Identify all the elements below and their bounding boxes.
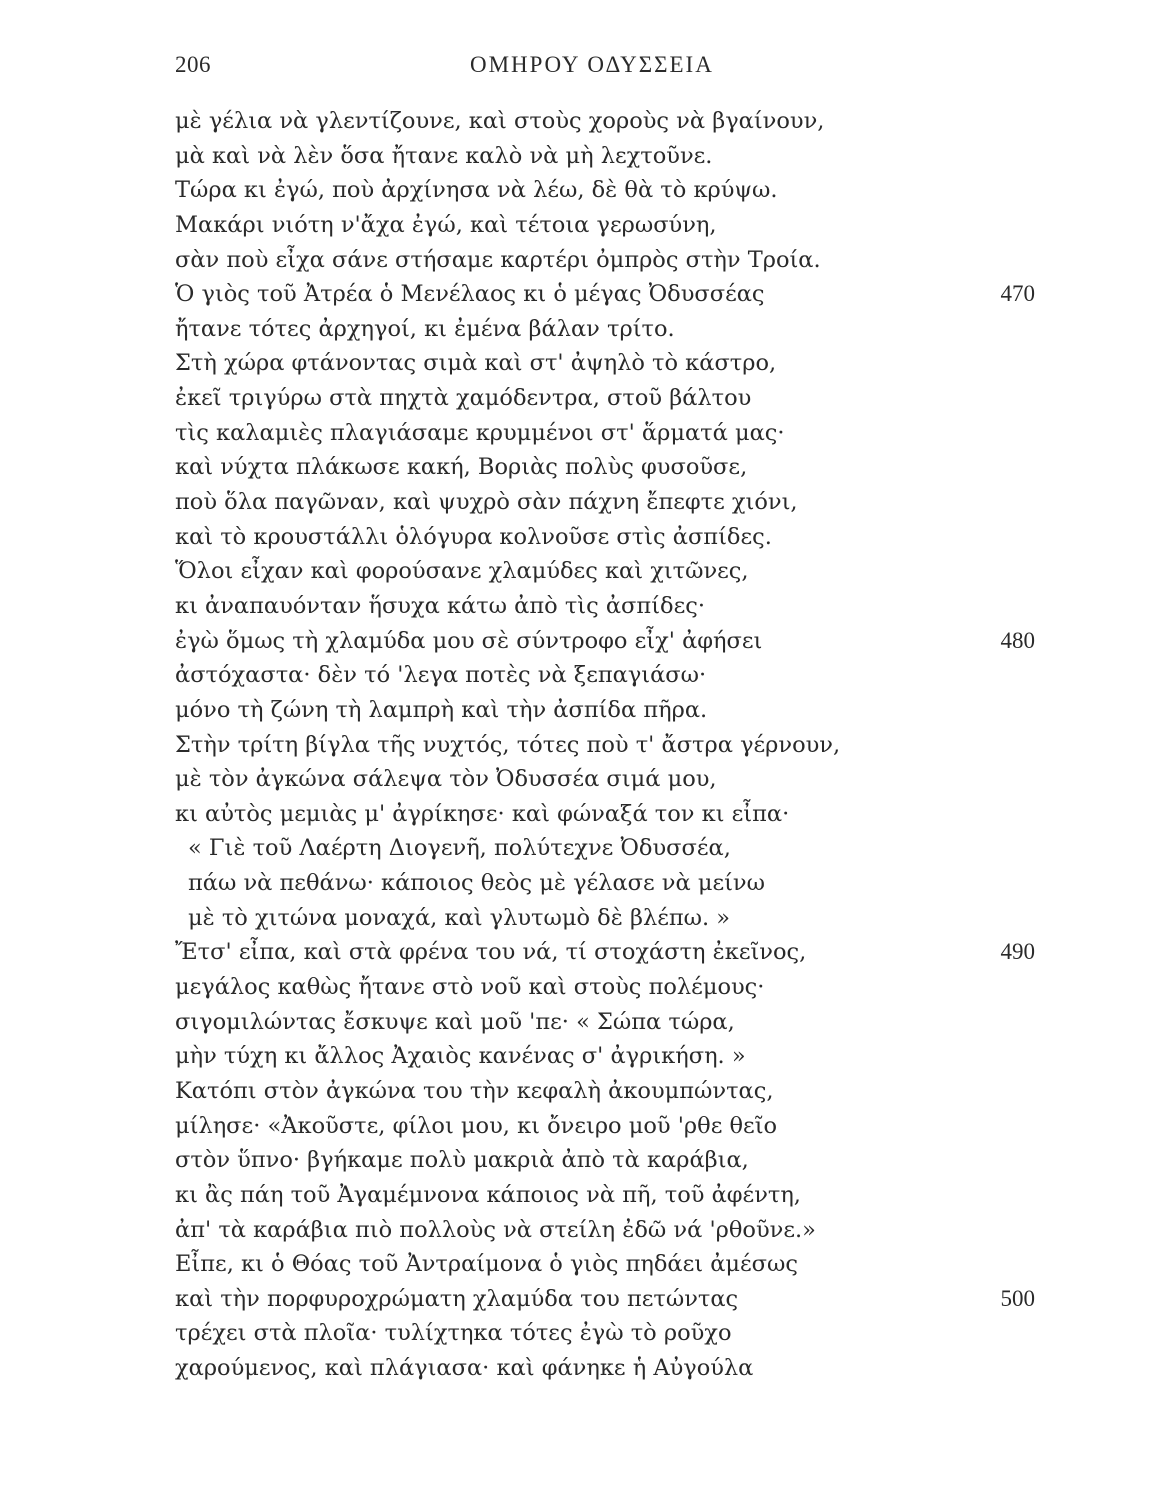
- verse-text: σιγομιλώντας ἔσκυψε καὶ μοῦ 'πε· « Σώπα τώρα,: [175, 1008, 735, 1035]
- verse-text: μὲ γέλια νὰ γλεντίζουνε, καὶ στοὺς χοροὺς νὰ βγαίνουν,: [175, 108, 825, 134]
- verse-text: σὰν ποὺ εἶχα σάνε στήσαμε καρτέρι ὀμπρὸς στὴν Τροία.: [175, 246, 821, 273]
- verse-line: [175, 208, 1035, 243]
- verse-line: [175, 693, 1035, 728]
- verse-text: Εἶπε, κι ὁ Θόας τοῦ Ἀντραίμονα ὁ γιὸς πηδάει ἀμέσως: [175, 1251, 798, 1278]
- verse-line: [175, 1213, 1035, 1248]
- verse-text: καὶ τὸ κρουστάλλι ὁλόγυρα κολνοῦσε στὶς ἀσπίδες.: [175, 523, 772, 550]
- verse-text: τρέχει στὰ πλοῖα· τυλίχτηκα τότες ἐγὼ τὸ ροῦχο: [175, 1320, 732, 1347]
- line-number: 500: [1000, 1285, 1035, 1311]
- verse-line: [175, 173, 1035, 208]
- verse-line: [175, 139, 1035, 174]
- verse-text: τὶς καλαμιὲς πλαγιάσαμε κρυμμένοι στ' ἅρματά μας·: [175, 419, 785, 446]
- verse-line: [175, 624, 1035, 659]
- verse-line: [175, 346, 1035, 381]
- verse-line: [175, 312, 1035, 347]
- verse-line: [175, 728, 1035, 763]
- verse-line: [175, 485, 1035, 520]
- page-number: 206: [175, 52, 211, 77]
- verse-line: [175, 416, 1035, 451]
- verse-text: Στὴ χώρα φτάνοντας σιμὰ καὶ στ' ἀψηλὸ τὸ κάστρο,: [175, 350, 777, 377]
- verse-text: μὴν τύχη κι ἄλλος Ἀχαιὸς κανένας σ' ἀγρικήση. »: [175, 1043, 746, 1070]
- running-head: ΟΜΗΡΟΥ ΟΔΥΣΣΕΙΑ: [470, 52, 714, 77]
- verse-text: στὸν ὕπνο· βγήκαμε πολὺ μακριὰ ἀπὸ τὰ καράβια,: [175, 1147, 749, 1174]
- poem-text: [175, 104, 1035, 1386]
- verse-text: ποὺ ὅλα παγῶναν, καὶ ψυχρὸ σὰν πάχνη ἔπεφτε χιόνι,: [175, 489, 798, 516]
- verse-line: [175, 658, 1035, 693]
- verse-line: [175, 554, 1035, 589]
- verse-text: μὰ καὶ νὰ λὲν ὅσα ἤτανε καλὸ νὰ μὴ λεχτοῦνε.: [175, 142, 713, 169]
- verse-line: [175, 277, 1035, 312]
- verse-line: [175, 1109, 1035, 1144]
- verse-text: Μακάρι νιότη ν'ἄχα ἐγώ, καὶ τέτοια γερωσύνη,: [175, 211, 717, 238]
- verse-line: [175, 866, 1035, 901]
- verse-text: κι ἀναπαυόνταν ἥσυχα κάτω ἀπὸ τὶς ἀσπίδες·: [175, 592, 705, 619]
- verse-line: [175, 762, 1035, 797]
- verse-text: μόνο τὴ ζώνη τὴ λαμπρὴ καὶ τὴν ἀσπίδα πῆρα.: [175, 696, 708, 723]
- verse-line: [175, 104, 1035, 139]
- verse-text: καὶ νύχτα πλάκωσε κακή, Βοριὰς πολὺς φυσοῦσε,: [175, 454, 748, 481]
- verse-line: [175, 1005, 1035, 1040]
- verse-line: [175, 1039, 1035, 1074]
- verse-line: [175, 1074, 1035, 1109]
- verse-line: [175, 381, 1035, 416]
- verse-line: [175, 1351, 1035, 1386]
- line-number: 490: [1000, 939, 1035, 965]
- verse-text: ἀπ' τὰ καράβια πιὸ πολλοὺς νὰ στείλη ἐδῶ νά 'ρθοῦνε.»: [175, 1216, 816, 1243]
- verse-text: ἐγὼ ὅμως τὴ χλαμύδα μου σὲ σύντροφο εἶχ' ἀφήσει: [175, 627, 763, 654]
- verse-text: χαρούμενος, καὶ πλάγιασα· καὶ φάνηκε ἡ Αὐγούλα: [175, 1355, 754, 1382]
- verse-line: [175, 797, 1035, 832]
- verse-text: ἀστόχαστα· δὲν τό 'λεγα ποτὲς νὰ ξεπαγιάσω·: [175, 662, 707, 689]
- verse-line: [175, 970, 1035, 1005]
- verse-text: μὲ τὸν ἀγκώνα σάλεψα τὸν Ὀδυσσέα σιμά μου,: [175, 766, 717, 793]
- line-number: 470: [1000, 281, 1035, 307]
- verse-line: [175, 243, 1035, 278]
- verse-text: Τώρα κι ἐγώ, ποὺ ἀρχίνησα νὰ λέω, δὲ θὰ τὸ κρύψω.: [175, 177, 778, 204]
- verse-text: Ὁ γιὸς τοῦ Ἀτρέα ὁ Μενέλαος κι ὁ μέγας Ὀδυσσέας: [175, 281, 765, 308]
- verse-text: κι αὐτὸς μεμιὰς μ' ἀγρίκησε· καὶ φώναξά τον κι εἶπα·: [175, 800, 790, 827]
- verse-line: [175, 450, 1035, 485]
- verse-line: [175, 1316, 1035, 1351]
- verse-text: μὲ τὸ χιτώνα μοναχά, καὶ γλυτωμὸ δὲ βλέπω. »: [188, 904, 731, 931]
- verse-line: [175, 589, 1035, 624]
- verse-text: Ἔτσ' εἶπα, καὶ στὰ φρένα του νά, τί στοχάστη ἐκεῖνος,: [175, 939, 807, 966]
- line-number: 480: [1000, 627, 1035, 653]
- verse-line: [175, 1143, 1035, 1178]
- verse-text: μεγάλος καθὼς ἤτανε στὸ νοῦ καὶ στοὺς πολέμους·: [175, 974, 765, 1001]
- verse-line: [175, 1282, 1035, 1317]
- verse-text: πάω νὰ πεθάνω· κάποιος θεὸς μὲ γέλασε νὰ μείνω: [188, 870, 765, 897]
- verse-text: Ὅλοι εἶχαν καὶ φορούσανε χλαμύδες καὶ χιτῶνες,: [175, 558, 749, 585]
- verse-text: Στὴν τρίτη βίγλα τῆς νυχτός, τότες ποὺ τ' ἄστρα γέρνουν,: [175, 731, 841, 758]
- verse-text: καὶ τὴν πορφυροχρώματη χλαμύδα του πετώντας: [175, 1285, 739, 1312]
- verse-line: [175, 935, 1035, 970]
- verse-line: [175, 901, 1035, 936]
- verse-text: μίλησε· «Ἀκοῦστε, φίλοι μου, κι ὄνειρο μοῦ 'ρθε θεῖο: [175, 1112, 778, 1139]
- verse-text: Κατόπι στὸν ἀγκώνα του τὴν κεφαλὴ ἀκουμπώντας,: [175, 1077, 774, 1104]
- verse-text: ἐκεῖ τριγύρω στὰ πηχτὰ χαμόδεντρα, στοῦ βάλτου: [175, 385, 752, 412]
- verse-line: [175, 1247, 1035, 1282]
- verse-text: « Γιὲ τοῦ Λαέρτη Διογενῆ, πολύτεχνε Ὀδυσσέα,: [188, 835, 731, 862]
- verse-text: κι ἂς πάη τοῦ Ἀγαμέμνονα κάποιος νὰ πῆ, τοῦ ἀφέντη,: [175, 1181, 801, 1208]
- verse-text: ἤτανε τότες ἀρχηγοί, κι ἐμένα βάλαν τρίτο.: [175, 315, 675, 342]
- verse-line: [175, 1178, 1035, 1213]
- verse-line: [175, 831, 1035, 866]
- verse-line: [175, 520, 1035, 555]
